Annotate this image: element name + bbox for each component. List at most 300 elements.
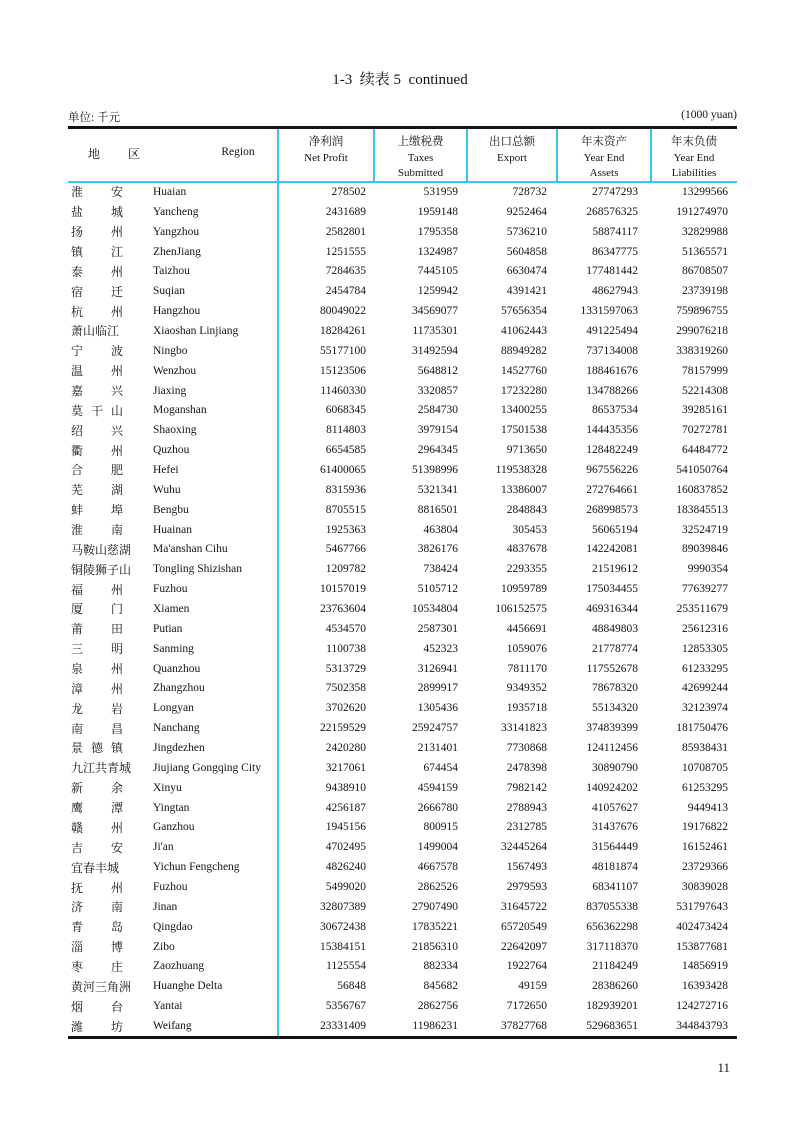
cell-value: 41062443 bbox=[501, 324, 547, 337]
cell-value: 41057627 bbox=[592, 801, 638, 814]
cell-value: 9349352 bbox=[506, 682, 547, 695]
table-row bbox=[68, 678, 737, 698]
cell-value: 61253295 bbox=[682, 781, 728, 794]
cell-value: 85938431 bbox=[682, 741, 728, 754]
cell-value: 33141823 bbox=[501, 722, 547, 735]
header-en-label: Assets bbox=[589, 167, 619, 179]
cell-value: 31645722 bbox=[501, 900, 547, 913]
region-name-en: Qingdao bbox=[153, 920, 193, 933]
region-name-zh: 鹰潭 bbox=[71, 801, 123, 816]
cell-value: 1925363 bbox=[325, 523, 366, 536]
region-name-en: Xinyu bbox=[153, 781, 182, 794]
cell-value: 23739198 bbox=[682, 285, 728, 298]
cell-value: 1059076 bbox=[506, 642, 547, 655]
region-name-zh: 杭州 bbox=[71, 304, 123, 319]
header-en-label: Submitted bbox=[397, 167, 444, 179]
cell-value: 144435356 bbox=[586, 424, 638, 437]
region-name-en: Jingdezhen bbox=[153, 741, 205, 754]
region-name-en: ZhenJiang bbox=[153, 245, 201, 258]
cell-value: 56848 bbox=[337, 980, 366, 993]
cell-value: 2964345 bbox=[417, 444, 458, 457]
header-zh-label: 净利润 bbox=[308, 136, 344, 148]
region-name-en: Fuzhou bbox=[153, 583, 188, 596]
cell-value: 10708705 bbox=[682, 761, 728, 774]
table-row bbox=[68, 301, 737, 321]
cell-value: 142242081 bbox=[586, 543, 638, 556]
region-name-zh: 宁波 bbox=[71, 344, 123, 359]
cell-value: 5736210 bbox=[506, 225, 547, 238]
region-name-zh: 马鞍山慈湖 bbox=[71, 542, 132, 557]
cell-value: 48627943 bbox=[592, 285, 638, 298]
cell-value: 55134320 bbox=[592, 702, 638, 715]
table-row bbox=[68, 758, 737, 778]
cell-value: 64484772 bbox=[682, 444, 728, 457]
region-name-zh: 南昌 bbox=[71, 721, 123, 736]
region-name-en: Quanzhou bbox=[153, 662, 201, 675]
table-row bbox=[68, 400, 737, 420]
region-name-zh: 景德镇 bbox=[71, 741, 123, 756]
cell-value: 89039846 bbox=[682, 543, 728, 556]
cell-value: 78157999 bbox=[682, 364, 728, 377]
region-name-zh: 芜湖 bbox=[71, 483, 123, 498]
cell-value: 2862756 bbox=[417, 1000, 458, 1013]
region-name-en: Suqian bbox=[153, 285, 185, 298]
header-en-label: Year End bbox=[673, 152, 715, 164]
region-name-zh: 枣庄 bbox=[71, 959, 123, 974]
region-name-en: Yantai bbox=[153, 1000, 183, 1013]
cell-value: 2848843 bbox=[506, 503, 547, 516]
cell-value: 61233295 bbox=[682, 662, 728, 675]
cell-value: 9990354 bbox=[687, 563, 728, 576]
region-name-zh: 萧山临江 bbox=[71, 324, 120, 339]
cell-value: 10959789 bbox=[501, 583, 547, 596]
region-name-zh: 温州 bbox=[71, 364, 123, 379]
table-row bbox=[68, 460, 737, 480]
header-en-label bbox=[278, 166, 374, 181]
cell-value: 541050764 bbox=[676, 463, 728, 476]
cell-value: 128482249 bbox=[586, 444, 638, 457]
table-row bbox=[68, 361, 737, 381]
region-name-zh: 泰州 bbox=[71, 264, 123, 279]
cell-value: 529683651 bbox=[586, 1020, 638, 1033]
region-name-zh: 莫干山 bbox=[71, 403, 123, 418]
header-zh-label: 上缴税费 bbox=[397, 136, 444, 148]
region-name-en: Bengbu bbox=[153, 503, 189, 516]
cell-value: 452323 bbox=[423, 642, 458, 655]
region-name-en: Longyan bbox=[153, 702, 194, 715]
cell-value: 70272781 bbox=[682, 424, 728, 437]
cell-value: 27907490 bbox=[412, 900, 458, 913]
cell-value: 1935718 bbox=[506, 702, 547, 715]
cell-value: 25924757 bbox=[412, 722, 458, 735]
region-name-en: Wuhu bbox=[153, 483, 181, 496]
cell-value: 5321341 bbox=[417, 483, 458, 496]
table-row bbox=[68, 222, 737, 242]
region-name-zh: 潍坊 bbox=[71, 1019, 123, 1034]
region-name-en: Fuzhou bbox=[153, 881, 188, 893]
region-name-en: Quzhou bbox=[153, 444, 190, 457]
table-row bbox=[68, 818, 737, 838]
table-row bbox=[68, 957, 737, 977]
cell-value: 268576325 bbox=[586, 205, 638, 218]
table-row bbox=[68, 520, 737, 540]
region-name-zh: 福州 bbox=[71, 582, 123, 597]
cell-value: 57656354 bbox=[501, 305, 547, 318]
page-title: 1-3 续表 5 continued bbox=[332, 72, 468, 88]
cell-value: 3702620 bbox=[325, 702, 366, 715]
cell-value: 2666780 bbox=[417, 801, 458, 814]
cell-value: 1499004 bbox=[417, 841, 458, 854]
cell-value: 86537534 bbox=[592, 404, 638, 417]
cell-value: 11986231 bbox=[412, 1020, 458, 1033]
header-taxes-submitted bbox=[374, 134, 467, 181]
table-bottom-rule bbox=[68, 1036, 737, 1039]
region-name-zh: 厦门 bbox=[71, 602, 123, 617]
cell-value: 49159 bbox=[518, 980, 547, 993]
cell-value: 967556226 bbox=[586, 463, 638, 476]
region-name-en: Wenzhou bbox=[153, 364, 197, 377]
table-body bbox=[68, 182, 737, 1036]
cell-value: 272764661 bbox=[586, 483, 638, 496]
cell-value: 8816501 bbox=[417, 503, 458, 516]
region-name-en: Putian bbox=[153, 622, 183, 635]
region-name-en: Zhangzhou bbox=[153, 682, 205, 695]
cell-value: 13299566 bbox=[682, 185, 728, 198]
cell-value: 1324987 bbox=[417, 245, 458, 258]
cell-value: 31564449 bbox=[592, 841, 638, 854]
region-name-en: Huanghe Delta bbox=[153, 980, 223, 993]
cell-value: 80049022 bbox=[320, 305, 366, 318]
cell-value: 14856919 bbox=[682, 960, 728, 973]
header-zh-label: 年末负债 bbox=[671, 136, 717, 148]
region-name-zh: 济南 bbox=[71, 900, 123, 915]
cell-value: 2293355 bbox=[506, 563, 547, 576]
region-name-en: Ji'an bbox=[153, 841, 174, 854]
cell-value: 338319260 bbox=[676, 344, 728, 357]
cell-value: 6068345 bbox=[325, 404, 366, 417]
cell-value: 30839028 bbox=[682, 881, 728, 893]
cell-value: 1795358 bbox=[417, 225, 458, 238]
cell-value: 3126941 bbox=[417, 662, 458, 675]
cell-value: 882334 bbox=[423, 960, 458, 973]
region-name-zh: 漳州 bbox=[71, 681, 123, 696]
table-row bbox=[68, 897, 737, 917]
cell-value: 42699244 bbox=[682, 682, 728, 695]
header-zh-label: 年末资产 bbox=[581, 136, 627, 148]
header-en-label: Net Profit bbox=[304, 152, 348, 164]
cell-value: 28386260 bbox=[592, 980, 638, 993]
cell-value: 9449413 bbox=[687, 801, 728, 814]
cell-value: 738424 bbox=[423, 563, 458, 576]
cell-value: 30890790 bbox=[592, 761, 638, 774]
cell-value: 253511679 bbox=[676, 602, 728, 615]
table-row bbox=[68, 877, 737, 897]
header-en-label: Liabilities bbox=[671, 167, 717, 179]
cell-value: 7730868 bbox=[506, 741, 547, 754]
table-row bbox=[68, 976, 737, 996]
region-name-zh: 龙岩 bbox=[71, 701, 123, 716]
table-row bbox=[68, 321, 737, 341]
cell-value: 5648812 bbox=[417, 364, 458, 377]
header-en-label: Taxes bbox=[407, 152, 434, 164]
cell-value: 5467766 bbox=[325, 543, 366, 556]
cell-value: 3320857 bbox=[417, 384, 458, 397]
region-name-zh: 淮安 bbox=[71, 185, 123, 200]
cell-value: 11735301 bbox=[412, 324, 458, 337]
cell-value: 15123506 bbox=[320, 364, 366, 377]
cell-value: 4826240 bbox=[325, 861, 366, 874]
cell-value: 117552678 bbox=[586, 662, 638, 675]
cell-value: 4594159 bbox=[417, 781, 458, 794]
cell-value: 5604858 bbox=[506, 245, 547, 258]
cell-value: 4534570 bbox=[325, 622, 366, 635]
cell-value: 188461676 bbox=[586, 364, 638, 377]
region-name-en: Yancheng bbox=[153, 205, 199, 218]
table-row bbox=[68, 420, 737, 440]
cell-value: 317118370 bbox=[586, 940, 638, 953]
region-name-zh: 合肥 bbox=[71, 463, 123, 478]
cell-value: 21184249 bbox=[592, 960, 638, 973]
region-name-en: Huainan bbox=[153, 523, 192, 536]
cell-value: 463804 bbox=[423, 523, 458, 536]
cell-value: 1945156 bbox=[325, 821, 366, 834]
cell-value: 37827768 bbox=[501, 1020, 547, 1033]
cell-value: 13386007 bbox=[501, 483, 547, 496]
cell-value: 191274970 bbox=[676, 205, 728, 218]
region-name-en: Hangzhou bbox=[153, 305, 201, 318]
cell-value: 34569077 bbox=[412, 305, 458, 318]
cell-value: 4256187 bbox=[325, 801, 366, 814]
cell-value: 32829988 bbox=[682, 225, 728, 238]
cell-value: 119538328 bbox=[495, 463, 547, 476]
header-net-profit bbox=[278, 134, 374, 181]
cell-value: 7982142 bbox=[506, 781, 547, 794]
cell-value: 21519612 bbox=[592, 563, 638, 576]
cell-value: 759896755 bbox=[676, 305, 728, 318]
cell-value: 13400255 bbox=[501, 404, 547, 417]
cell-value: 3826176 bbox=[417, 543, 458, 556]
table-header bbox=[68, 129, 737, 182]
region-name-en: Zibo bbox=[153, 940, 175, 953]
cell-value: 1959148 bbox=[417, 205, 458, 218]
cell-value: 32807389 bbox=[320, 900, 366, 913]
cell-value: 728732 bbox=[512, 185, 547, 198]
region-name-zh: 抚州 bbox=[71, 880, 123, 895]
region-name-en: Yingtan bbox=[153, 801, 190, 814]
cell-value: 48849803 bbox=[592, 622, 638, 635]
cell-value: 15384151 bbox=[320, 940, 366, 953]
region-name-en: Ningbo bbox=[153, 344, 188, 357]
cell-value: 10534804 bbox=[412, 602, 458, 615]
header-en-label bbox=[467, 166, 557, 181]
cell-value: 17501538 bbox=[501, 424, 547, 437]
cell-value: 14527760 bbox=[501, 364, 547, 377]
cell-value: 2420280 bbox=[325, 741, 366, 754]
cell-value: 5356767 bbox=[325, 1000, 366, 1013]
cell-value: 845682 bbox=[423, 980, 458, 993]
cell-value: 21778774 bbox=[592, 642, 638, 655]
cell-value: 32524719 bbox=[682, 523, 728, 536]
region-name-en: Jinan bbox=[153, 900, 178, 913]
cell-value: 4837678 bbox=[506, 543, 547, 556]
table-row bbox=[68, 559, 737, 579]
table-row bbox=[68, 242, 737, 262]
cell-value: 16393428 bbox=[682, 980, 728, 993]
cell-value: 7172650 bbox=[506, 1000, 547, 1013]
cell-value: 1259942 bbox=[417, 285, 458, 298]
cell-value: 18284261 bbox=[320, 324, 366, 337]
table-row bbox=[68, 539, 737, 559]
unit-label-en: (1000 yuan) bbox=[681, 109, 737, 121]
cell-value: 61400065 bbox=[320, 463, 366, 476]
cell-value: 22159529 bbox=[320, 722, 366, 735]
cell-value: 9252464 bbox=[506, 205, 547, 218]
cell-value: 1251555 bbox=[325, 245, 366, 258]
cell-value: 106152575 bbox=[495, 602, 547, 615]
cell-value: 65720549 bbox=[501, 920, 547, 933]
cell-value: 55177100 bbox=[320, 344, 366, 357]
cell-value: 1331597063 bbox=[580, 305, 638, 318]
cell-value: 491225494 bbox=[586, 324, 638, 337]
header-export bbox=[467, 134, 557, 181]
cell-value: 10157019 bbox=[320, 583, 366, 596]
table-row bbox=[68, 659, 737, 679]
region-name-en: Ganzhou bbox=[153, 821, 195, 834]
cell-value: 2979593 bbox=[506, 881, 547, 893]
cell-value: 469316344 bbox=[586, 602, 638, 615]
table-row bbox=[68, 1016, 737, 1036]
cell-value: 11460330 bbox=[320, 384, 366, 397]
region-name-en: Jiujiang Gongqing City bbox=[153, 761, 261, 774]
cell-value: 4667578 bbox=[417, 861, 458, 874]
cell-value: 8315936 bbox=[325, 483, 366, 496]
cell-value: 2431689 bbox=[325, 205, 366, 218]
header-year-end-assets bbox=[557, 134, 651, 181]
cell-value: 124112456 bbox=[586, 741, 638, 754]
cell-value: 299076218 bbox=[676, 324, 728, 337]
table-row bbox=[68, 341, 737, 361]
cell-value: 1305436 bbox=[417, 702, 458, 715]
region-name-en: Jiaxing bbox=[153, 384, 187, 397]
cell-value: 17232280 bbox=[501, 384, 547, 397]
cell-value: 86708507 bbox=[682, 265, 728, 278]
region-name-zh: 黄河三角洲 bbox=[71, 979, 132, 994]
cell-value: 77639277 bbox=[682, 583, 728, 596]
region-name-zh: 扬州 bbox=[71, 225, 123, 240]
table-row bbox=[68, 937, 737, 957]
cell-value: 7502358 bbox=[325, 682, 366, 695]
region-name-zh: 宿迁 bbox=[71, 284, 123, 299]
cell-value: 160837852 bbox=[676, 483, 728, 496]
table-row bbox=[68, 857, 737, 877]
cell-value: 16152461 bbox=[682, 841, 728, 854]
table-row bbox=[68, 281, 737, 301]
cell-value: 19176822 bbox=[682, 821, 728, 834]
cell-value: 8705515 bbox=[325, 503, 366, 516]
cell-value: 5499020 bbox=[325, 881, 366, 893]
cell-value: 1567493 bbox=[506, 861, 547, 874]
cell-value: 52214308 bbox=[682, 384, 728, 397]
table-row bbox=[68, 440, 737, 460]
region-name-zh: 铜陵狮子山 bbox=[71, 562, 132, 577]
cell-value: 5105712 bbox=[417, 583, 458, 596]
table-row bbox=[68, 619, 737, 639]
cell-value: 2587301 bbox=[417, 622, 458, 635]
table-row bbox=[68, 381, 737, 401]
cell-value: 2582801 bbox=[325, 225, 366, 238]
cell-value: 305453 bbox=[512, 523, 547, 536]
cell-value: 1209782 bbox=[325, 563, 366, 576]
cell-value: 2478398 bbox=[506, 761, 547, 774]
region-name-en: Ma'anshan Cihu bbox=[153, 543, 228, 556]
cell-value: 800915 bbox=[423, 821, 458, 834]
region-name-zh: 嘉兴 bbox=[71, 384, 123, 399]
header-region-en: Region bbox=[221, 146, 255, 158]
table-row bbox=[68, 778, 737, 798]
cell-value: 30672438 bbox=[320, 920, 366, 933]
cell-value: 2131401 bbox=[417, 741, 458, 754]
cell-value: 1922764 bbox=[506, 960, 547, 973]
cell-value: 78678320 bbox=[592, 682, 638, 695]
cell-value: 177481442 bbox=[586, 265, 638, 278]
cell-value: 402473424 bbox=[676, 920, 728, 933]
region-name-en: Weifang bbox=[153, 1020, 192, 1033]
cell-value: 2899917 bbox=[417, 682, 458, 695]
region-name-en: Shaoxing bbox=[153, 424, 197, 437]
cell-value: 134788266 bbox=[586, 384, 638, 397]
region-name-en: Sanming bbox=[153, 642, 194, 655]
cell-value: 182939201 bbox=[586, 1000, 638, 1013]
cell-value: 12853305 bbox=[682, 642, 728, 655]
table-row bbox=[68, 579, 737, 599]
cell-value: 2862526 bbox=[417, 881, 458, 893]
cell-value: 4702495 bbox=[325, 841, 366, 854]
cell-value: 183845513 bbox=[676, 503, 728, 516]
cell-value: 4391421 bbox=[506, 285, 547, 298]
table-row bbox=[68, 698, 737, 718]
cell-value: 153877681 bbox=[676, 940, 728, 953]
region-name-zh: 淮南 bbox=[71, 523, 123, 538]
table-row bbox=[68, 837, 737, 857]
region-name-zh: 三明 bbox=[71, 642, 123, 657]
table-row bbox=[68, 202, 737, 222]
table-row bbox=[68, 798, 737, 818]
region-name-zh: 青岛 bbox=[71, 920, 123, 935]
cell-value: 344843793 bbox=[676, 1020, 728, 1033]
cell-value: 1125554 bbox=[326, 960, 366, 973]
table-row bbox=[68, 599, 737, 619]
cell-value: 531797643 bbox=[676, 900, 728, 913]
region-name-zh: 新余 bbox=[71, 781, 123, 796]
cell-value: 531959 bbox=[423, 185, 458, 198]
table-row bbox=[68, 261, 737, 281]
page-number: 11 bbox=[717, 1060, 730, 1075]
cell-value: 124272716 bbox=[676, 1000, 728, 1013]
cell-value: 51365571 bbox=[682, 245, 728, 258]
region-name-en: Hefei bbox=[153, 463, 179, 476]
cell-value: 374839399 bbox=[586, 722, 638, 735]
region-name-en: Yichun Fengcheng bbox=[153, 861, 240, 874]
cell-value: 5313729 bbox=[325, 662, 366, 675]
cell-value: 656362298 bbox=[586, 920, 638, 933]
header-en-label: Export bbox=[497, 152, 527, 164]
region-name-zh: 衢州 bbox=[71, 443, 123, 458]
cell-value: 51398996 bbox=[412, 463, 458, 476]
cell-value: 2788943 bbox=[506, 801, 547, 814]
table-row bbox=[68, 500, 737, 520]
cell-value: 2584730 bbox=[417, 404, 458, 417]
table-row bbox=[68, 718, 737, 738]
